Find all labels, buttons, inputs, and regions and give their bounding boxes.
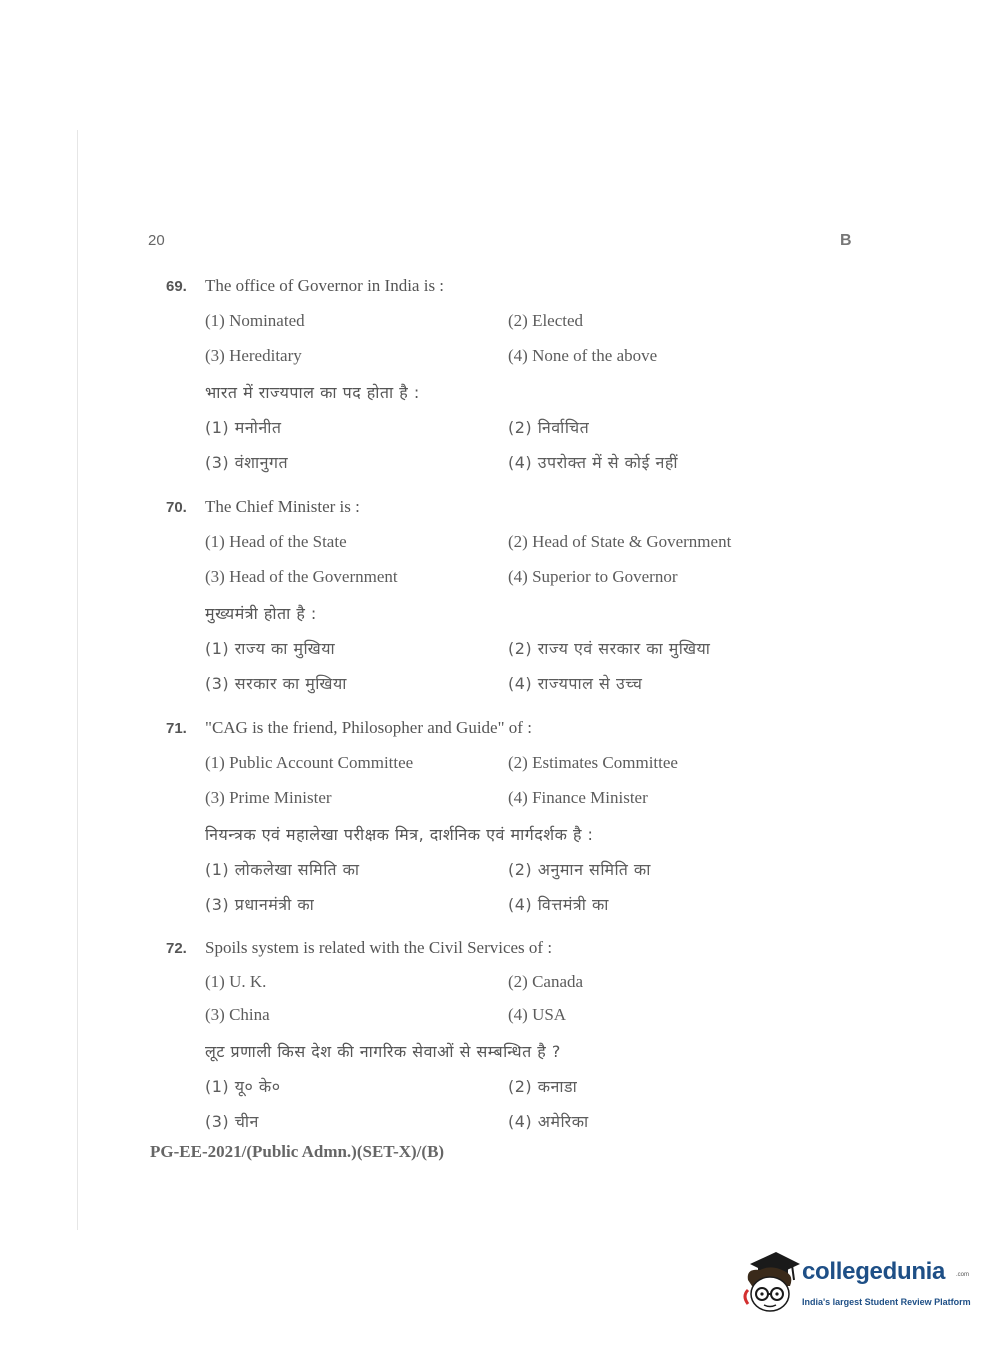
option-4-hi: (4) अमेरिका <box>508 1112 589 1131</box>
option-4-hi: (4) उपरोक्त में से कोई नहीं <box>508 453 679 472</box>
option-2-en: (2) Canada <box>508 972 584 991</box>
option-4-en: (4) USA <box>508 1005 567 1024</box>
question-number: 70. <box>166 499 187 516</box>
option-1-en: (1) Head of the State <box>205 532 347 551</box>
option-1-hi: (1) मनोनीत <box>205 418 282 437</box>
option-1-en: (1) Public Account Committee <box>205 753 414 772</box>
brand-domain: .com <box>956 1272 970 1278</box>
option-2-en: (2) Elected <box>508 311 584 330</box>
option-3-hi: (3) प्रधानमंत्री का <box>205 895 315 914</box>
set-letter: B <box>840 232 852 249</box>
option-4-en: (4) None of the above <box>508 346 658 365</box>
question-text-hi: भारत में राज्यपाल का पद होता है : <box>205 383 420 402</box>
option-1-hi: (1) लोकलेखा समिति का <box>205 860 360 879</box>
question-text-en: The Chief Minister is : <box>205 497 360 516</box>
option-2-hi: (2) राज्य एवं सरकार का मुखिया <box>508 639 711 658</box>
option-3-en: (3) Head of the Government <box>205 567 398 586</box>
option-2-hi: (2) कनाडा <box>508 1077 578 1096</box>
option-3-hi: (3) चीन <box>205 1112 259 1131</box>
option-2-en: (2) Estimates Committee <box>508 753 678 772</box>
mascot-icon <box>742 1250 800 1314</box>
collegedunia-watermark <box>742 1250 971 1320</box>
brand-name: collegedunia <box>802 1258 946 1285</box>
brand-tagline: India's largest Student Review Platform <box>802 1297 971 1307</box>
option-3-hi: (3) सरकार का मुखिया <box>205 674 347 693</box>
question-number: 72. <box>166 940 187 957</box>
question-text-hi: नियन्त्रक एवं महालेखा परीक्षक मित्र, दार्शनिक एवं मार्गदर्शक है : <box>205 825 594 844</box>
option-3-en: (3) Prime Minister <box>205 788 332 807</box>
page-margin-line <box>77 130 78 1230</box>
option-3-hi: (3) वंशानुगत <box>205 453 289 472</box>
option-1-en: (1) U. K. <box>205 972 267 991</box>
paper-code: PG-EE-2021/(Public Admn.)(SET-X)/(B) <box>150 1142 445 1161</box>
option-4-en: (4) Superior to Governor <box>508 567 678 586</box>
option-1-en: (1) Nominated <box>205 311 305 330</box>
question-text-en: "CAG is the friend, Philosopher and Guide" of : <box>205 718 532 737</box>
question-text-hi: मुख्यमंत्री होता है : <box>205 604 317 623</box>
question-text-en: Spoils system is related with the Civil Services of : <box>205 938 553 957</box>
option-2-hi: (2) अनुमान समिति का <box>508 860 651 879</box>
option-3-en: (3) Hereditary <box>205 346 302 365</box>
option-4-hi: (4) वित्तमंत्री का <box>508 895 609 914</box>
option-3-en: (3) China <box>205 1005 270 1024</box>
option-2-hi: (2) निर्वाचित <box>508 418 590 437</box>
question-number: 69. <box>166 278 187 295</box>
question-text-hi: लूट प्रणाली किस देश की नागरिक सेवाओं से सम्बन्धित है ? <box>205 1042 561 1061</box>
question-text-en: The office of Governor in India is : <box>205 276 445 295</box>
question-number: 71. <box>166 720 187 737</box>
option-4-hi: (4) राज्यपाल से उच्च <box>508 674 643 693</box>
option-1-hi: (1) राज्य का मुखिया <box>205 639 336 658</box>
option-4-en: (4) Finance Minister <box>508 788 648 807</box>
page-number: 20 <box>148 232 165 249</box>
option-1-hi: (1) यू० के० <box>205 1077 281 1096</box>
option-2-en: (2) Head of State & Government <box>508 532 732 551</box>
